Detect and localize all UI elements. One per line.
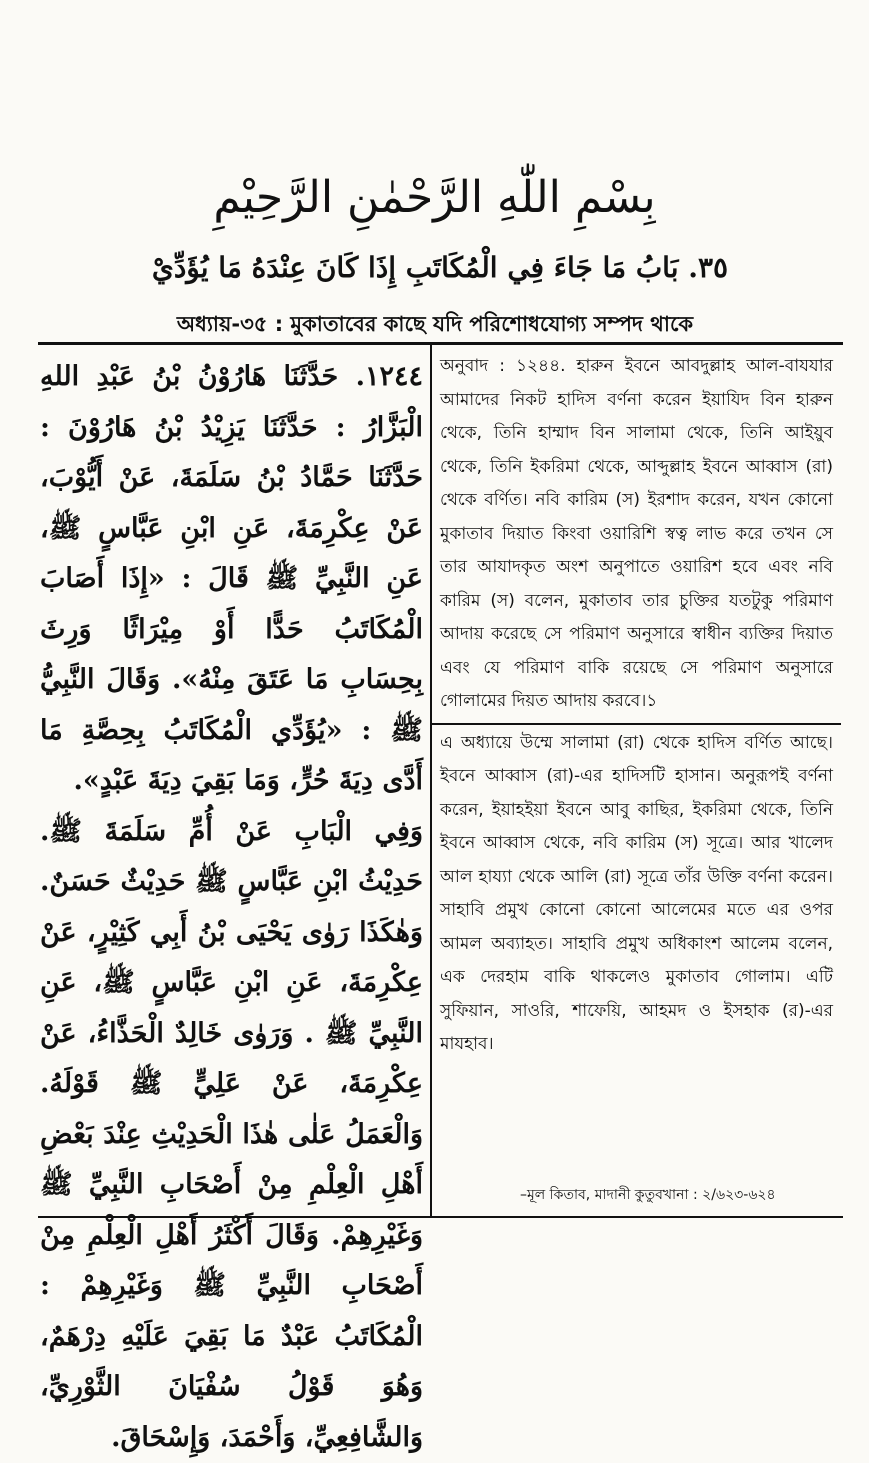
chapter-title-arabic: ٣٥. بَابُ مَا جَاءَ فِي الْمُكَاتَبِ إِذَا كَانَ عِنْدَهُ مَا يُؤَدِّيْ	[130, 248, 750, 288]
chapter-title-bangla: অধ্যায়-৩৫ : মুকাতাবের কাছে যদি পরিশোধযোগ্য সম্পদ থাকে	[60, 308, 810, 340]
top-rule	[38, 342, 843, 345]
bismillah-calligraphy: بِسْمِ اللّٰهِ الرَّحْمٰنِ الرَّحِيْمِ	[0, 168, 869, 228]
bangla-commentary-text: এ অধ্যায়ে উম্মে সালামা (রা) থেকে হাদিস বর্ণিত আছে। ইবনে আব্বাস (রা)-এর হাদিসটি হাসান। অনুরূপই বর্ণনা করেন, ইয়াহইয়া ইবনে আবু কাছির, ইকরিমা থেকে, তিনি ইবনে আব্বাস থেকে, নবি কারিম (স) সূত্রে। আর খালেদ আল হায্যা থেকে আলি (রা) সূত্রে তাঁর উক্তি বর্ণনা করেন। সাহাবি প্রমুখ কোনো কোনো আলেমের মতে এর ওপর আমল অব্যাহত। সাহাবি প্রমুখ অধিকাংশ আলেম বলেন, এক দেরহাম বাকি থাকলেও মুকাতাব গোলাম। এটি সুফিয়ান, সাওরি, শাফেয়ি, আহমদ ও ইসহাক (র)-এর মাযহাব।	[440, 727, 833, 1062]
arabic-commentary-text: وَفِي الْبَابِ عَنْ أُمِّ سَلَمَةَ ﷺ. حَدِيْثُ ابْنِ عَبَّاسٍ ﷺ حَدِيْثٌ حَسَنٌ. وَهٰكَذَا رَوٰى يَحْيَى بْنُ أَبِي كَثِيْرٍ، عَنْ عِكْرِمَةَ، عَنِ ابْنِ عَبَّاسٍ ﷺ، عَنِ النَّبِيِّ ﷺ . وَرَوٰى خَالِدٌ الْحَذَّاءُ، عَنْ عِكْرِمَةَ، عَنْ عَلِيٍّ ﷺ قَوْلَهُ. وَالْعَمَلُ عَلٰى هٰذَا الْحَدِيْثِ عِنْدَ بَعْضِ أَهْلِ الْعِلْمِ مِنْ أَصْحَابِ النَّبِيِّ ﷺ وَغَيْرِهِمْ. وَقَالَ أَكْثَرُ أَهْلِ الْعِلْمِ مِنْ أَصْحَابِ النَّبِيِّ ﷺ وَغَيْرِهِمْ : الْمُكَاتَبُ عَبْدٌ مَا بَقِيَ عَلَيْهِ دِرْهَمٌ، وَهُوَ قَوْلُ سُفْيَانَ الثَّوْرِيِّ، وَالشَّافِعِيِّ، وَأَحْمَدَ، وَإِسْحَاقَ.	[40, 807, 423, 1463]
arabic-hadith-text: ١٢٤٤. حَدَّثَنَا هَارُوْنُ بْنُ عَبْدِ اللهِ الْبَزَّارُ : حَدَّثَنَا يَزِيْدُ بْنُ هَارُوْنَ : حَدَّثَنَا حَمَّادُ بْنُ سَلَمَةَ، عَنْ أَيُّوْبَ، عَنْ عِكْرِمَةَ، عَنِ ابْنِ عَبَّاسٍ ﷺ، عَنِ النَّبِيِّ ﷺ قَالَ : «إِذَا أَصَابَ الْمُكَاتَبُ حَدًّا أَوْ مِيْرَاثًا وَرِثَ بِحِسَابِ مَا عَتَقَ مِنْهُ». وَقَالَ النَّبِيُّ ﷺ : «يُؤَدِّي الْمُكَاتَبُ بِحِصَّةِ مَا أَدَّى دِيَةَ حُرٍّ، وَمَا بَقِيَ دِيَةَ عَبْدٍ».	[40, 352, 423, 807]
bangla-column	[440, 350, 833, 1062]
source-reference: –মূল কিতাব, মাদানী কুতুবখানা : ২/৬২৩-৬২৪	[520, 1183, 840, 1207]
column-divider	[430, 344, 432, 1218]
arabic-column	[40, 352, 423, 1463]
bangla-translation-text: অনুবাদ : ১২৪৪. হারুন ইবনে আবদুল্লাহ আল-বাযযার আমাদের নিকট হাদিস বর্ণনা করেন ইয়াযিদ বিন হারুন থেকে, তিনি হাম্মাদ বিন সালামা থেকে, তিনি আইয়ুব থেকে, তিনি ইকরিমা থেকে, আব্দুল্লাহ ইবনে আব্বাস (রা) থেকে বর্ণিত। নবি কারিম (স) ইরশাদ করেন, যখন কোনো মুকাতাব দিয়াত কিংবা ওয়ারিশি স্বত্ব লাভ করে তখন সে তার আযাদকৃত অংশ অনুপাতে ওয়ারিশ হবে এবং নবি কারিম (স) বলেন, মুকাতাব তার চুক্তির যতটুকু পরিমাণ আদায় করেছে সে পরিমাণ অনুসারে স্বাধীন ব্যক্তির দিয়াত এবং যে পরিমাণ বাকি রয়েছে সে পরিমাণ অনুসারে গোলামের দিয়ত আদায় করবে।১	[440, 350, 833, 719]
translation-separator	[432, 723, 841, 725]
